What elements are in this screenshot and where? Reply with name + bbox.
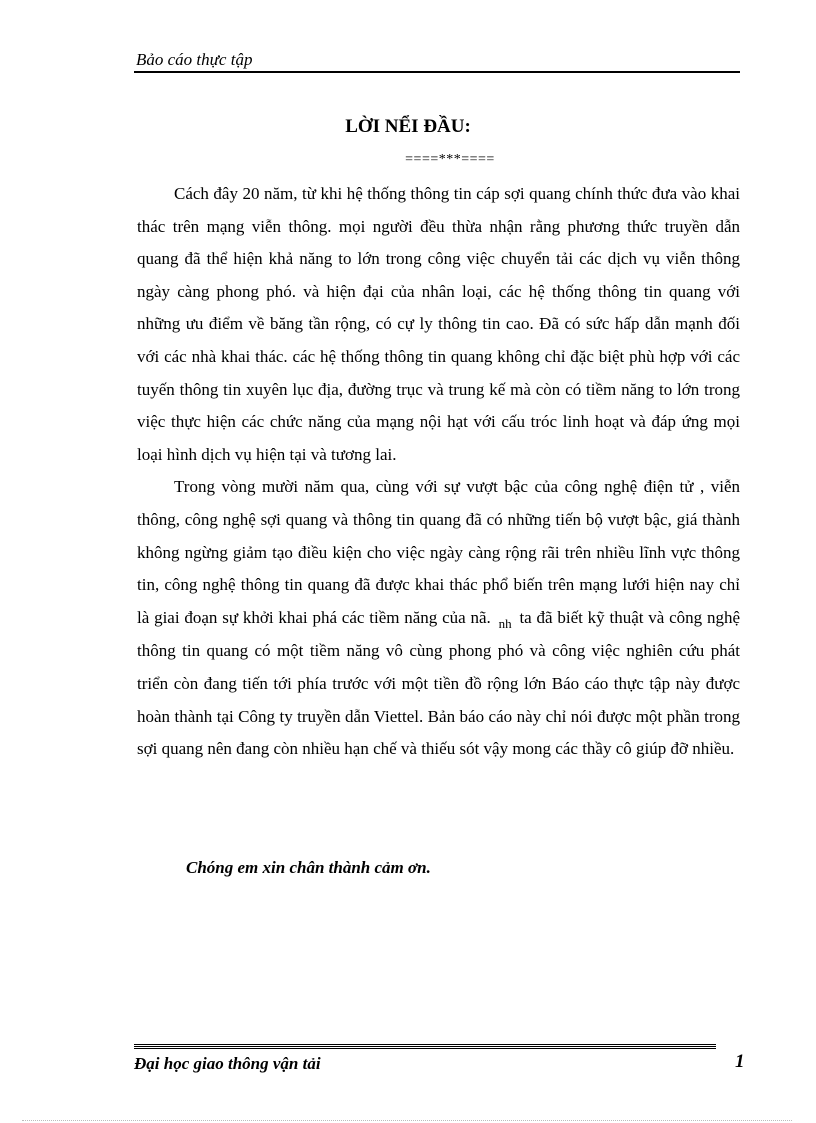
header-rule [134, 71, 740, 73]
footer-rule-top [134, 1044, 716, 1045]
page-title: LỜI NỂI ĐẦU: [345, 116, 471, 137]
running-header: Bảo cáo thực tập [136, 50, 253, 69]
footer-rule-bottom [134, 1048, 716, 1049]
paragraph-2-part-2: ta đã biết kỹ thuật và công nghệ thông tin quang có một tiềm năng vô cùng phong phó và công việc nghiên cứu phát triển còn đang tiến tới phía trước với một tiền đồ rộng lớn Báo cáo thực tập này được hoàn thành tại Công ty truyền dẫn Viettel. Bản báo cáo này chỉ nói được một phần trong sợi quang nên đang còn nhiều hạn chế và thiếu sót vậy mong các thầy cô giúp đỡ nhiều. [137, 607, 741, 759]
page-bottom-edge [22, 1120, 792, 1121]
paragraph-2-part-1: Trong vòng mười năm qua, cùng với sự vượt bậc của công nghệ điện tử , viễn thông, công nghệ sợi quang và thông tin quang đã có những tiến bộ vượt bậc, giá thành không ngừng giảm tạo điều kiện cho việc ngày càng rộng rãi trên nhiều lĩnh vực thông tin, công nghệ thông tin quang đã được khai thác phổ biến trên mạng lưới hiện nay chỉ là giai đoạn sự khởi khai phá các tiềm năng của nã. [137, 477, 740, 627]
paragraph-2-fragment: nh [498, 615, 512, 631]
footer-rule-middle [134, 1046, 716, 1047]
title-ornament: ====***==== [405, 152, 495, 167]
closing-line: Chóng em xin chân thành cảm ơn. [186, 858, 431, 877]
page-number: 1 [735, 1051, 745, 1072]
body-text [137, 178, 740, 766]
paragraph-2 [137, 471, 740, 765]
footer-institution: Đại học giao thông vận tải [134, 1054, 321, 1073]
paragraph-1: Cách đây 20 năm, từ khi hệ thống thông tin cáp sợi quang chính thức đưa vào khai thác trên mạng viễn thông. mọi người đều thừa nhận rằng phương thức truyền dẫn quang đã thể hiện khả năng to lớn trong công việc chuyển tải các dịch vụ viễn thông ngày càng phong phó. và hiện đại của nhân loại, các hệ thống thông tin quang với những ưu điểm về băng tần rộng, có cự ly thông tin cao. Đã có sức hấp dẫn mạnh đối với các nhà khai thác. các hệ thống thông tin quang không chỉ đặc biệt phù hợp với các tuyến thông tin xuyên lục địa, đường trục và trung kế mà còn có tiềm năng to lớn trong việc thực hiện các chức năng của mạng nội hạt với cấu tróc linh hoạt và đáp ứng mọi loại hình dịch vụ hiện tại và tương lai. [137, 184, 740, 464]
